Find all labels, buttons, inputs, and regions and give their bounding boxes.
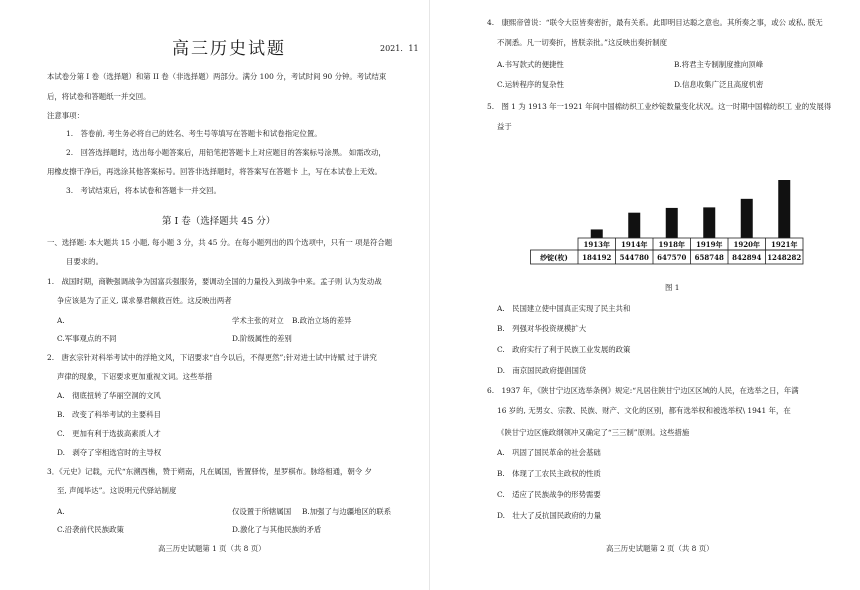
note-3: 3. 考试结束后，将本试卷和答题卡一并交回。 [66, 186, 221, 195]
q3-option-a: A. [57, 507, 65, 516]
section-heading: 第 I 卷（选择题共 45 分） [162, 216, 276, 227]
figure-caption: 图 1 [665, 283, 680, 292]
q2-option-b: B. 改变了科举考试的主要科目 [57, 410, 161, 419]
value-label: 647570 [657, 253, 687, 262]
q5-option-c: C. 政府实行了利于民族工业发展的政策 [497, 345, 631, 354]
q3-option-a-text: 仅设置于所辖属国 [232, 507, 292, 516]
q3-option-b: B.加强了与边疆地区的联系 [302, 507, 392, 516]
q1-option-c: C.军事观点的不同 [57, 334, 117, 343]
q5-stem-2: 益于 [497, 122, 512, 131]
q2-stem-1: 2. 唐玄宗针对科举考试中的浮艳文风，下诏要求“自今以后，不得更然”;针对进士试中诗赋 过于讲究 [47, 353, 377, 362]
notes-heading: 注意事项： [47, 111, 84, 120]
q2-stem-2: 声律的现象，下诏要求更加重视文词。这些举措 [57, 372, 213, 381]
bar-1920年 [741, 199, 753, 238]
q4-stem-1: 4. 康熙帝曾说：“联令大臣皆奏密折，最有关系。此即明目达聪之意也。其所奏之事，或公 或私, 朕无 [487, 18, 823, 27]
note-1: 1. 答卷前, 考生务必将自己的姓名、考生号等填写在答题卡和试卷指定位置。 [66, 129, 322, 138]
intro-line-1: 本试卷分第 I 卷（选择题）和第 II 卷（非选择题）两部分。满分 100 分，考试时间 90 分钟。考试结束 [47, 72, 387, 81]
q3-option-d: D.激化了与其他民族的矛盾 [232, 525, 322, 534]
year-label: 1913年 [583, 240, 610, 249]
note-2-line-2: 用橡皮擦干净后，再选涂其他答案标号。回答非选择题时，将答案写在答题卡 上，写在本试卷上无效。 [47, 167, 382, 176]
bar-1919年 [703, 207, 715, 238]
q4-option-d: D.信息收集广泛且高度机密 [674, 80, 764, 89]
bar-1918年 [666, 208, 678, 238]
instructions-line-1: 一、选择题: 本大题共 15 小题, 每小题 3 分，共 45 分。在每小题列出的四个选项中，只有一 项是符合题 [47, 238, 393, 247]
q2-option-c: C. 更加有利于选拔高素质人才 [57, 429, 161, 438]
year-label: 1921年 [771, 240, 798, 249]
value-label: 658748 [694, 253, 724, 262]
q2-option-a: A. 彻底扭转了华丽空洞的文风 [57, 391, 161, 400]
year-label: 1918年 [658, 240, 685, 249]
q4-stem-2: 不洞悉。凡一切奏折，皆朕亲批。”这反映出奏折制度 [497, 38, 668, 47]
q2-option-d: D. 剥夺了宰相选官时的主导权 [57, 448, 162, 457]
spindle-bar-chart [530, 170, 804, 270]
page-2 [430, 0, 860, 590]
q1-option-a-text: 学术主张的对立 [232, 316, 284, 325]
instructions-line-2: 目要求的。 [66, 257, 103, 266]
value-label: 544780 [619, 253, 649, 262]
q5-option-b: B. 列强对华投资规模扩大 [497, 324, 587, 333]
q1-option-d: D.阶级属性的差别 [232, 334, 292, 343]
page-footer-1: 高三历史试题第 1 页（共 8 页） [158, 544, 266, 553]
q3-stem-2: 至, 声闻毕达”。这说明元代驿站制度 [57, 486, 177, 495]
bar-1914年 [628, 213, 640, 238]
q3-option-c: C.沿袭前代民族政策 [57, 525, 124, 534]
q6-option-c: C. 适应了民族战争的形势需要 [497, 490, 601, 499]
q5-option-d: D. 南京国民政府提倡国货 [497, 366, 587, 375]
q5-stem-1: 5. 图 1 为 1913 年一1921 年间中国棉纺织工业纱锭数量变化状况。这一时期中国棉纺织工 业的发展得 [487, 102, 832, 111]
year-label: 1914年 [621, 240, 648, 249]
q5-option-a: A. 民国建立使中国真正实现了民主共和 [497, 304, 631, 313]
value-label: 184192 [582, 253, 612, 262]
intro-line-2: 后，将试卷和答题纸一并交回。 [47, 92, 151, 101]
exam-title: 高三历史试题 [172, 39, 286, 59]
q6-stem-3: 《陕甘宁边区施政纲领冲又确定了“三三制”原则。这些措施 [497, 428, 690, 437]
q3-stem-1: 3．《元史》记载，元代“东溯西樵，赞于朔南，凡在属国，皆置驿传，星罗棋布。脉络相通，朝令 夕 [47, 467, 372, 476]
note-2-line-1: 2. 回答选择题时，选出每小题答案后，用铅笔把答题卡上对应题目的答案标号涂黑。 如需改动， [66, 148, 386, 157]
q4-option-a: A.书写款式的便捷性 [497, 60, 564, 69]
q6-stem-1: 6. 1937 年，《陕甘宁边区选举条例》规定:“凡居住陕甘宁边区区域的人民，在选举之日，年满 [487, 386, 799, 395]
q4-option-c: C.运转程序的复杂性 [497, 80, 564, 89]
value-label: 842894 [732, 253, 762, 262]
q1-stem-1: 1. 战国时期，商鞅强调战争为国富兵强服务，要调动全国的力量投入到战争中来。孟子则 认为发动战 [47, 277, 382, 286]
q6-option-a: A. 巩固了国民革命的社会基础 [497, 448, 601, 457]
year-label: 1920年 [733, 240, 760, 249]
q1-stem-2: 争应该是为了正义, 谋求暴君额救百姓。这反映出两者 [57, 296, 232, 305]
q6-stem-2: 16 岁的, 无男女、宗教、民族、财产、文化的区别，都有选举权和被选举权\ 1941 年，在 [497, 406, 791, 415]
q6-option-d: D. 壮大了反抗国民政府的力量 [497, 511, 602, 520]
value-label: 1248282 [767, 253, 802, 262]
bar-1921年 [778, 180, 790, 238]
row-label: 纱锭(枚) [540, 253, 568, 262]
q1-option-b: B.政治立场的差异 [292, 316, 352, 325]
q4-option-b: B.将君主专制制度推向顶峰 [674, 60, 764, 69]
q6-option-b: B. 体现了工农民主政权的性质 [497, 469, 601, 478]
exam-date: 2021．11 [380, 44, 419, 53]
year-label: 1919年 [696, 240, 723, 249]
bar-1913年 [591, 229, 603, 238]
q1-option-a: A. [57, 316, 65, 325]
page-footer-2: 高三历史试题第 2 页（共 8 页） [606, 544, 714, 553]
